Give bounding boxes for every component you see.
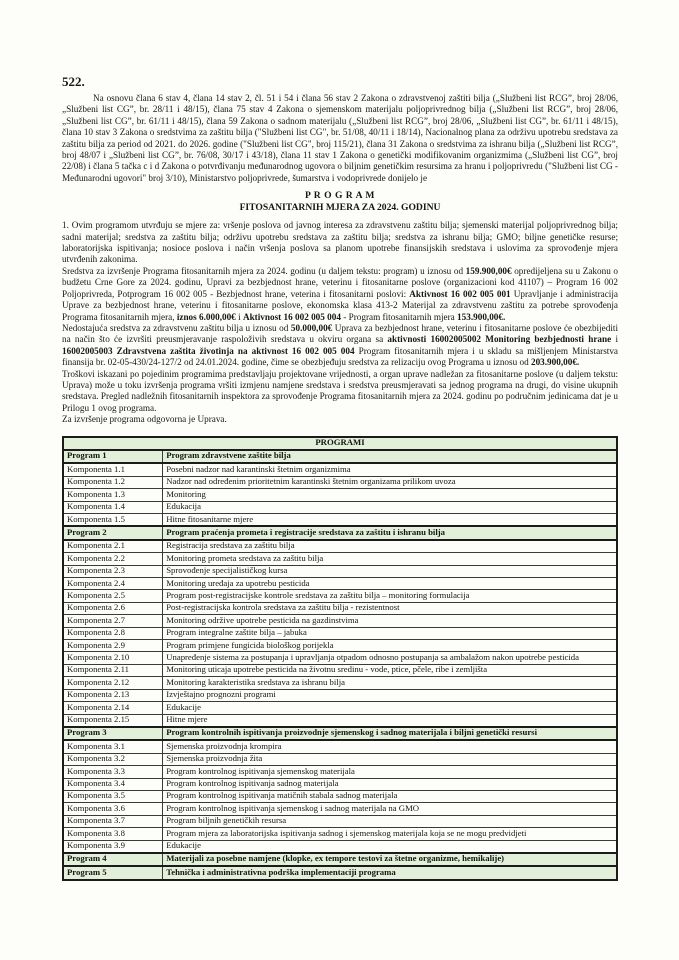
row-description: Program biljnih genetičkih resursa	[163, 815, 617, 827]
row-label: Komponenta 2.13	[63, 689, 163, 701]
component-row	[63, 590, 617, 602]
component-row	[63, 602, 617, 614]
row-label: Komponenta 2.7	[63, 615, 163, 627]
row-description: Sjemenska proizvodnja krompira	[163, 740, 617, 753]
component-row	[63, 753, 617, 765]
row-description: Unapređenje sistema za postupanja i upravljanja otpadom odnosno postupanja sa ambalažom nakon upotrebe pesticida	[163, 652, 617, 664]
component-row	[63, 828, 617, 840]
component-row	[63, 677, 617, 689]
row-label: Komponenta 3.5	[63, 790, 163, 802]
table-header-row	[63, 437, 617, 450]
program-row	[63, 853, 617, 866]
row-description: Program kontrolnog ispitivanja matičnih stabala sadnog materijala	[163, 790, 617, 802]
row-label: Program 3	[63, 727, 163, 740]
row-description: Program kontrolnog ispitivanja sjemenskog materijala	[163, 766, 617, 778]
row-description: Edukacije	[163, 702, 617, 714]
row-label: Komponenta 2.2	[63, 553, 163, 565]
row-label: Komponenta 1.5	[63, 514, 163, 527]
row-description: Monitoring prometa sredstava za zaštitu bilja	[163, 553, 617, 565]
row-description: Program kontrolnog ispitivanja sadnog materijala	[163, 778, 617, 790]
legal-basis-paragraph: Na osnovu člana 6 stav 4, člana 14 stav 2, čl. 51 i 54 i člana 56 stav 2 Zakona o zdravstvenoj zaštiti bilja („Službeni list RCG”, broj 28/06, „Službeni list CG”, br. 28/11 i 48/15), člana 75 stav 4 Zakona o sjemenskom materijalu poljoprivrednog bilja („Službeni list RCG”, broj 28/06, „Službeni list CG”, br. 61/11 i 48/15), člana 59 Zakona o sadnom materijalu („Službeni list RCG”, broj 28/06, „Službeni list CG”, br. 61/11 i 48/15), člana 10 stav 3 Zakona o sredstvima za zaštitu bilja ("Službeni list CG", br. 51/08, 40/11 i 18/14), Nacionalnog plana za održivu upotrebu sredstava za zaštitu bilja za period od 2021. do 2026. godine ("Službeni list CG", broj 115/21), člana 31 Zakona o sredstvima za ishranu bilja („Službeni list RCG”, broj 48/07 i „Službeni list CG”, br. 76/08, 30/17 i 43/18), člana 11 stav 1 Zakona o genetički modifikovanim organizmima („Službeni list CG”, broj 22/08) i člana 5 tačka c i d Zakona o potvrđivanju međunarodnog ugovora o biljnim genetičkim resursima za hranu i poljoprivredu ("Službeni list CG - Međunarodni ugovori" broj 3/10), Ministarstvo poljoprivrede, šumarstva i vodoprivrede donijelo je	[62, 93, 618, 183]
row-label: Komponenta 1.1	[63, 463, 163, 476]
component-row	[63, 501, 617, 513]
row-description: Program kontrolnog ispitivanja sjemenskog i sadnog materijala na GMO	[163, 803, 617, 815]
component-row	[63, 627, 617, 639]
row-label: Komponenta 1.4	[63, 501, 163, 513]
component-row	[63, 476, 617, 488]
row-description: Program post-registracijske kontrole sredstava za zaštitu bilja – monitoring formulacija	[163, 590, 617, 602]
row-label: Komponenta 3.1	[63, 740, 163, 753]
component-row	[63, 578, 617, 590]
program-row	[63, 526, 617, 539]
paragraph: Sredstva za izvršenje Programa fitosanitarnih mjera za 2024. godinu (u daljem tekstu: program) u iznosu od 159.900,00€ opredijeljena su u Zakonu o budžetu Crne Gore za 2024. godinu, Upravi za bezbjednost hrane, veterinu i fitosanitarne poslove (organizacioni kod 41107) – Program 16 002 Poljoprivreda, Potprogram 16 002 005 - Bezbjednost hrane, veterina i fitosanitarni poslovi: Aktivnost 16 002 005 001 Upravljanje i administracija Uprave za bezbjednost hrane, veterinu i fitosanitarne poslove, ekonomska klasa 413-2 Materijal za zdravstvenu zaštitu za potrebe sprovođenja Programa fitosanitarnih mjera, iznos 6.000,00€ i Aktivnost 16 002 005 004 - Program fitosanitarnih mjera 153.900,00€.	[62, 265, 618, 322]
row-description: Monitoring održive upotrebe pesticida na gazdinstvima	[163, 615, 617, 627]
component-row	[63, 640, 617, 652]
row-description: Hitne fitosanitarne mjere	[163, 514, 617, 527]
row-description: Program kontrolnih ispitivanja proizvodnje sjemenskog i sadnog materijala i biljni genetički resursi	[163, 727, 617, 740]
component-row	[63, 514, 617, 527]
row-label: Komponenta 2.1	[63, 540, 163, 553]
document-title	[62, 190, 618, 213]
programs-table	[62, 436, 618, 881]
row-description: Program zdravstvene zaštite bilja	[163, 450, 617, 463]
row-label: Komponenta 3.9	[63, 840, 163, 853]
component-row	[63, 714, 617, 727]
paragraph: Troškovi iskazani po pojedinim programima predstavljaju projektovane vrijednosti, a organ uprave nadležan za fitosanitarne poslove (u daljem tekstu: Uprava) može u toku izvršenja programa vršiti izmjenu namjene sredstava i sredstva preusmjeravati sa jednog programa na drugi, do visine ukupnih sredstava. Pregled nadležnih fitosanitarnih inspektora za sprovođenje Programa fitosanitarnih mjera za 2024. godinu po područnim jedinicama dat je u Prilogu 1 ovog programa.	[62, 368, 618, 413]
row-label: Komponenta 3.2	[63, 753, 163, 765]
row-label: Komponenta 2.9	[63, 640, 163, 652]
title-line-2: FITOSANITARNIH MJERA ZA 2024. GODINU	[239, 201, 441, 213]
component-row	[63, 689, 617, 701]
row-label: Program 1	[63, 450, 163, 463]
row-description: Edukacija	[163, 501, 617, 513]
row-label: Komponenta 2.3	[63, 565, 163, 577]
row-label: Komponenta 2.11	[63, 664, 163, 676]
component-row	[63, 615, 617, 627]
row-label: Komponenta 3.3	[63, 766, 163, 778]
component-row	[63, 790, 617, 802]
component-row	[63, 553, 617, 565]
program-row	[63, 727, 617, 740]
row-label: Program 2	[63, 526, 163, 539]
row-label: Komponenta 3.4	[63, 778, 163, 790]
program-row	[63, 866, 617, 879]
component-row	[63, 463, 617, 476]
row-label: Komponenta 3.8	[63, 828, 163, 840]
row-description: Izvještajno prognozni programi	[163, 689, 617, 701]
component-row	[63, 702, 617, 714]
row-label: Komponenta 3.6	[63, 803, 163, 815]
row-label: Komponenta 2.12	[63, 677, 163, 689]
row-label: Komponenta 2.15	[63, 714, 163, 727]
component-row	[63, 778, 617, 790]
row-description: Monitoring uticaja upotrebe pesticida na životnu sredinu - vode, ptice, pčele, ribe i zemljišta	[163, 664, 617, 676]
component-row	[63, 840, 617, 853]
component-row	[63, 815, 617, 827]
row-description: Posebni nadzor nad karantinski štetnim organizmima	[163, 463, 617, 476]
paragraph: Nedostajuća sredstva za zdravstvenu zaštitu bilja u iznosu od 50.000,00€ Uprava za bezbjednost hrane, veterinu i fitosanitarne poslove će obezbijediti na način što će izvršiti preusmjeravanje raspoloživih sredstava u okviru organa sa aktivnosti 16002005002 Monitoring bezbjednosti hrane i 16002005003 Zdravstvena zaštita životinja na aktivnost 16 002 005 004 Program fitosanitarnih mjera i u skladu sa mišljenjem Ministarstva finansija br. 02-05-430/24-127/2 od 24.01.2024. godine, čime se obezbjeđuju sredstva za relizaciju ovog Programa u iznosu od 203.900,00€.	[62, 322, 619, 368]
body-paragraphs	[62, 220, 618, 425]
component-row	[63, 489, 617, 501]
row-label: Program 4	[63, 853, 163, 866]
component-row	[63, 803, 617, 815]
component-row	[63, 740, 617, 753]
component-row	[63, 540, 617, 553]
row-label: Komponenta 3.7	[63, 815, 163, 827]
component-row	[63, 664, 617, 676]
row-description: Nadzor nad određenim prioritetnim karantinski štetnim organizama prilikom uvoza	[163, 476, 617, 488]
table-header: PROGRAMI	[63, 437, 617, 450]
row-label: Komponenta 2.4	[63, 578, 163, 590]
row-description: Sprovođenje specijalističkog kursa	[163, 565, 617, 577]
row-description: Materijali za posebne namjene (klopke, ex tempore testovi za štetne organizme, hemikalije)	[163, 853, 617, 866]
program-row	[63, 450, 617, 463]
paragraph: Za izvršenje programa odgovorna je Uprava.	[62, 414, 227, 425]
row-label: Komponenta 2.10	[63, 652, 163, 664]
row-label: Komponenta 2.8	[63, 627, 163, 639]
title-line-1: P R O G R A M	[305, 190, 375, 202]
row-description: Post-registracijska kontrola sredstava za zaštitu bilja - rezistentnost	[163, 602, 617, 614]
row-label: Komponenta 2.5	[63, 590, 163, 602]
row-description: Edukacije	[163, 840, 617, 853]
component-row	[63, 565, 617, 577]
row-description: Hitne mjere	[163, 714, 617, 727]
row-description: Registracija sredstava za zaštitu bilja	[163, 540, 617, 553]
row-description: Monitoring uređaja za upotrebu pesticida	[163, 578, 617, 590]
row-label: Komponenta 1.2	[63, 476, 163, 488]
component-row	[63, 652, 617, 664]
row-label: Komponenta 1.3	[63, 489, 163, 501]
paragraph: 1. Ovim programom utvrđuju se mjere za: vršenje poslova od javnog interesa za zdravstvenu zaštitu bilja; sjemenski materijal poljoprivrednog bilja; sadni materijal; sredstva za zaštitu bilja; održivu upotrebu sredstava za zaštitu bilja; sredstva za ishranu bilja; GMO; biljne genetičke resurse; laboratorijska ispitivanja; nosioce poslova i način vršenja poslova sa planom upotrebe finansijskih sredstava i uslovima za sprovođenje mjera utvrđenih zakonima.	[62, 220, 618, 265]
document-number: 522.	[62, 74, 85, 89]
row-description: Tehnička i administrativna podrška implementaciji programa	[163, 866, 617, 879]
row-description: Program integralne zaštite bilja – jabuka	[163, 627, 617, 639]
row-description: Program primjene fungicida biološkog porijekla	[163, 640, 617, 652]
row-description: Program mjera za laboratorijska ispitivanja sadnog i sjemenskog materijala koja se ne mogu predvidjeti	[163, 828, 617, 840]
row-description: Monitoring	[163, 489, 617, 501]
row-label: Komponenta 2.14	[63, 702, 163, 714]
row-description: Program praćenja prometa i registracije sredstava za zaštitu i ishranu bilja	[163, 526, 617, 539]
row-description: Sjemenska proizvodnja žita	[163, 753, 617, 765]
row-label: Komponenta 2.6	[63, 602, 163, 614]
component-row	[63, 766, 617, 778]
row-label: Program 5	[63, 866, 163, 879]
row-description: Monitoring karakteristika sredstava za ishranu bilja	[163, 677, 617, 689]
